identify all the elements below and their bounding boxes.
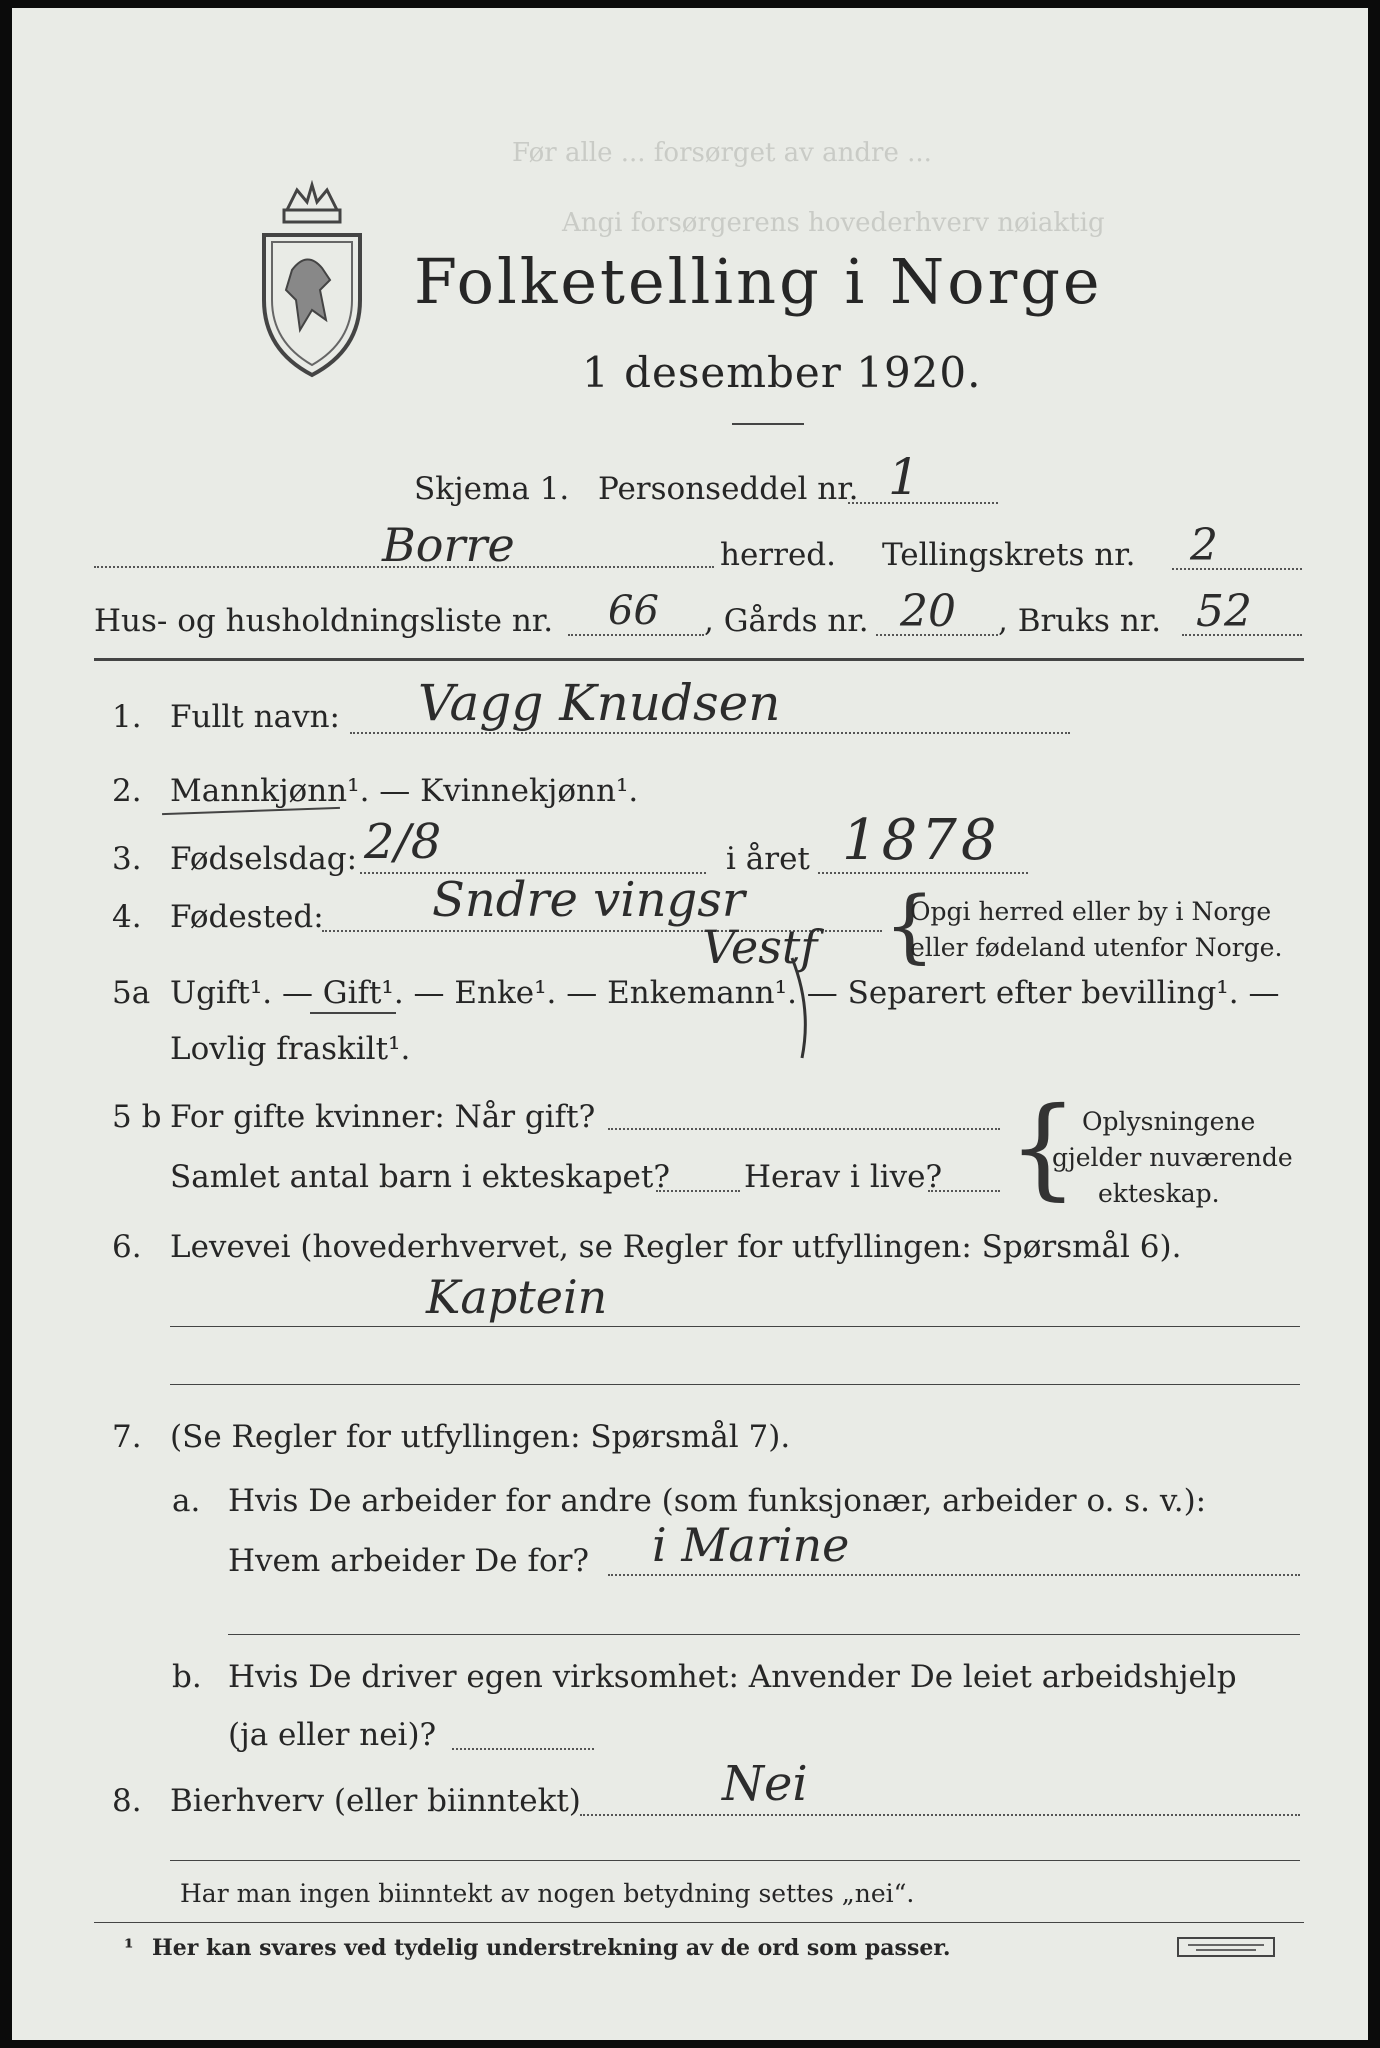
footnote-text: Her kan svares ved tydelig understrekning av de ord som passer.: [152, 1935, 951, 1961]
form-title: Folketelling i Norge: [414, 245, 1103, 318]
q1-number: 1.: [112, 699, 142, 735]
q7a-line: [608, 1574, 1300, 1576]
gards-value[interactable]: 20: [900, 586, 956, 637]
q4-value-county[interactable]: Vestf: [702, 920, 818, 974]
herred-label: herred.: [720, 537, 836, 573]
q5b-note-brace: {: [1008, 1083, 1078, 1211]
bruks-value[interactable]: 52: [1196, 586, 1252, 637]
q3-label: Fødselsdag:: [170, 841, 358, 877]
q7b-line1: Hvis De driver egen virksomhet: Anvender De leiet arbeidshjelp: [228, 1659, 1237, 1695]
q8-line: [580, 1814, 1300, 1816]
q3-value-year[interactable]: 1878: [842, 808, 1001, 873]
q5a-handwritten-stroke: [782, 948, 862, 1068]
footnote-mark: ¹: [124, 1935, 134, 1961]
herred-value[interactable]: Borre: [382, 518, 515, 572]
q3-number: 3.: [112, 841, 142, 877]
skjema-label: Skjema 1.: [414, 471, 570, 507]
q8-number: 8.: [112, 1783, 142, 1819]
printer-stamp-icon: [1176, 1936, 1276, 1958]
husliste-value[interactable]: 66: [608, 588, 659, 634]
q4-note-brace: {: [884, 879, 935, 972]
q5b-label3: Herav i live?: [744, 1159, 943, 1195]
q5b-note3: ekteskap.: [1098, 1179, 1220, 1208]
q5a-gift-underline: [310, 1012, 396, 1014]
q8-value-side-income[interactable]: Nei: [722, 1756, 808, 1812]
q7a-value-employer[interactable]: i Marine: [652, 1518, 850, 1572]
q7a-line1: Hvis De arbeider for andre (som funksjonær, arbeider o. s. v.):: [228, 1483, 1207, 1519]
q6-line2: [170, 1384, 1300, 1385]
census-form-page: [12, 8, 1368, 2040]
q1-line: [350, 732, 1070, 734]
q5b-line2: [656, 1190, 740, 1192]
form-date: 1 desember 1920.: [582, 348, 982, 397]
bleed-through-text: Angi forsørgerens hovederhverv nøiaktig: [562, 208, 1105, 238]
q5b-label2: Samlet antal barn i ekteskapet?: [170, 1159, 670, 1195]
q3-year-label: i året: [726, 841, 810, 877]
q3-value-birthday[interactable]: 2/8: [364, 814, 442, 870]
q7b-line2: (ja eller nei)?: [228, 1717, 437, 1753]
header-divider: [94, 658, 1304, 661]
title-divider: [732, 423, 804, 425]
q5b-number: 5 b: [112, 1099, 162, 1135]
gards-label: , Gårds nr.: [704, 603, 869, 639]
q5b-line1: [608, 1128, 1000, 1130]
q7a-extra-line: [228, 1634, 1300, 1635]
q7-number: 7.: [112, 1419, 142, 1455]
q8-extra-line: [170, 1860, 1300, 1861]
tellingskrets-label: Tellingskrets nr.: [882, 537, 1136, 573]
q6-number: 6.: [112, 1229, 142, 1265]
q6-value-occupation[interactable]: Kaptein: [426, 1270, 608, 1324]
q5a-line2: Lovlig fraskilt¹.: [170, 1031, 411, 1067]
husliste-line: [568, 634, 704, 636]
personseddel-label: Personseddel nr.: [598, 471, 859, 507]
q5b-note1: Oplysningene: [1082, 1107, 1256, 1136]
tellingskrets-value[interactable]: 2: [1190, 520, 1218, 571]
q7b-letter: b.: [172, 1659, 202, 1695]
q5a-number: 5a: [112, 975, 151, 1011]
norwegian-coat-of-arms-icon: [252, 180, 372, 380]
q7a-letter: a.: [172, 1483, 201, 1519]
q4-note-line2: eller fødeland utenfor Norge.: [910, 933, 1283, 962]
q1-value-fullname[interactable]: Vagg Knudsen: [418, 674, 781, 732]
q4-number: 4.: [112, 899, 142, 935]
q6-label: Levevei (hovederhvervet, se Regler for utfyllingen: Spørsmål 6).: [170, 1229, 1182, 1265]
q7b-line: [452, 1748, 594, 1750]
footer-note: Har man ingen biinntekt av nogen betydning settes „nei“.: [180, 1879, 915, 1908]
q5b-line3: [928, 1190, 1000, 1192]
q2-label: Mannkjønn¹. — Kvinnekjønn¹.: [170, 773, 639, 809]
footer-divider: [94, 1922, 1304, 1923]
bruks-label: , Bruks nr.: [998, 603, 1162, 639]
personseddel-value[interactable]: 1: [888, 448, 920, 506]
q5b-note2: gjelder nuværende: [1052, 1143, 1293, 1172]
q1-label: Fullt navn:: [170, 699, 340, 735]
q4-value-birthplace[interactable]: Sndre vingsr: [432, 872, 745, 928]
bleed-through-text: Før alle ... forsørget av andre ...: [512, 138, 932, 168]
q8-label: Bierhverv (eller biinntekt): [170, 1783, 581, 1819]
q4-note-line1: Opgi herred eller by i Norge: [910, 897, 1272, 926]
husliste-label: Hus- og husholdningsliste nr.: [94, 603, 554, 639]
q4-label: Fødested:: [170, 899, 324, 935]
q5a-line1: Ugift¹. — Gift¹. — Enke¹. — Enkemann¹. — Separert efter bevilling¹. —: [170, 975, 1280, 1011]
q7-label: (Se Regler for utfyllingen: Spørsmål 7).: [170, 1419, 791, 1455]
q7a-line2: Hvem arbeider De for?: [228, 1543, 590, 1579]
q2-number: 2.: [112, 773, 142, 809]
q5b-label1: For gifte kvinner: Når gift?: [170, 1099, 596, 1135]
q6-line1: [170, 1326, 1300, 1327]
personseddel-line: [848, 502, 998, 504]
